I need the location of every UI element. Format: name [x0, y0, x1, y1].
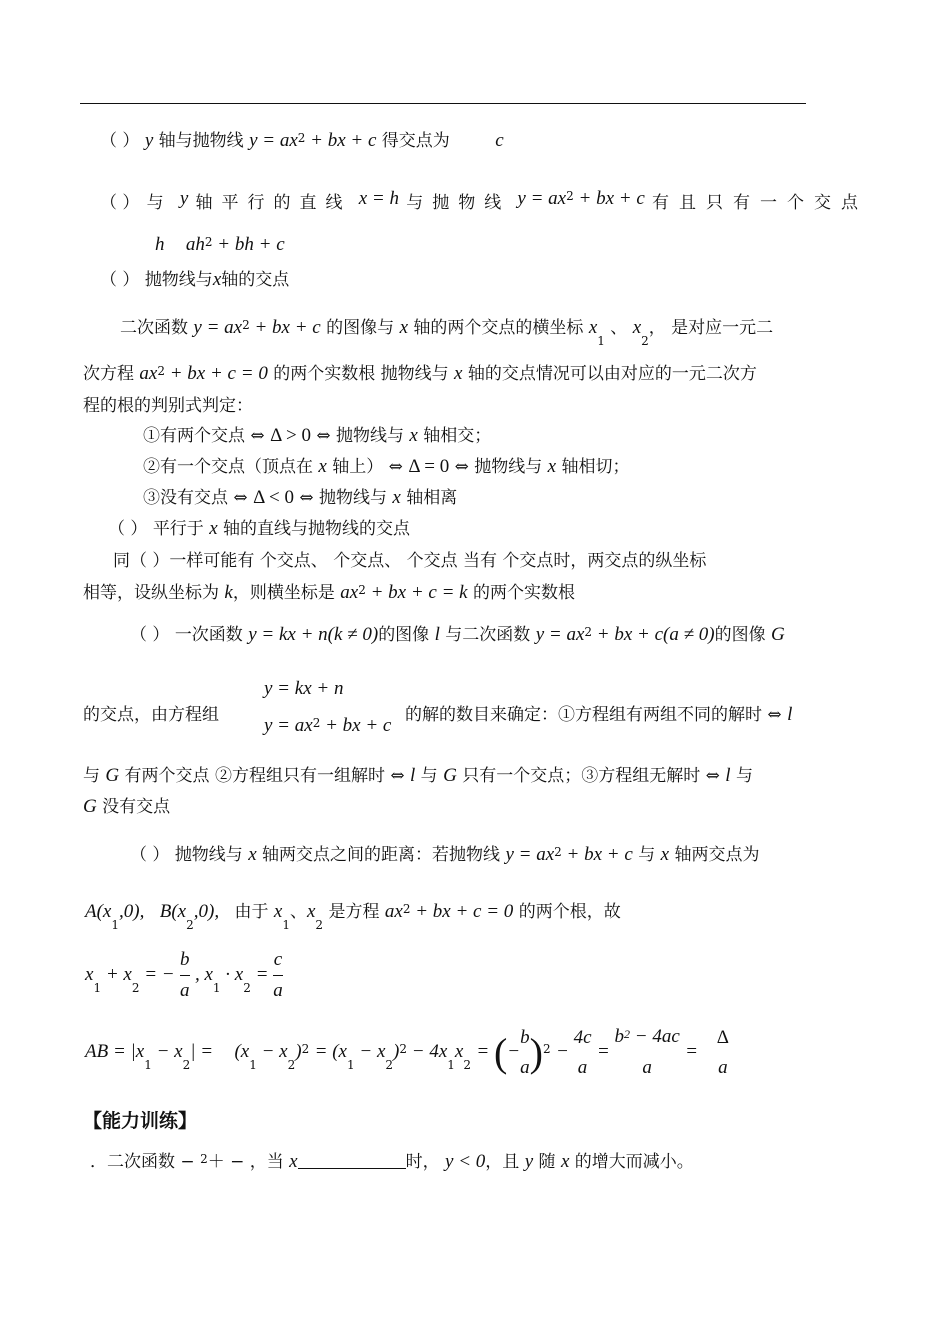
paragraph-quadratic-roots-3: 程的根的判别式判定： — [83, 396, 253, 416]
answer-blank[interactable] — [298, 1152, 406, 1169]
paragraph-quadratic-roots-2: 次方程 $ax^2$ + bx + c = 0 的两个实数根 抛物线与 x 轴的交点情况可以由对应的一元二次方 — [83, 363, 757, 384]
paragraph-system-cases-1: 与 G 有两个交点 ②方程组只有一组解时 ⇔ l 与 G 只有一个交点；③方程组无解时 ⇔ l 与 — [83, 765, 753, 786]
section-heading: 【能力训练】 — [83, 1110, 198, 1132]
paragraph-horizontal-line-2: 相等，设纵坐标为 k，则横坐标是 $ax^2$ + bx + c = k 的两个实数根 — [83, 582, 575, 603]
item-line-parallel-y: （ ） 与 y 轴平行的直线 x = h 与抛物线 $y = ax^2$ + bx + c 有且只有一个交点 — [100, 188, 868, 213]
paragraph-horizontal-line-1: 同（ ）一样可能有 个交点、 个交点、 个交点 当有 个交点时，两交点的纵坐标 — [113, 551, 707, 571]
paragraph-system-cases-2: G 没有交点 — [83, 796, 171, 817]
fraction-b-over-a: $\frac{b}{a}$ — [180, 945, 190, 1006]
question-1: ．二次函数 − $^2$＋ − ，当 x 时， y < 0，且 y 随 x 的增大而减小。 — [90, 1151, 694, 1172]
case-no-intersection: ③没有交点 ⇔ Δ < 0 ⇔ 抛物线与 x 轴相离 — [143, 487, 458, 508]
case-two-intersections: ①有两个交点 ⇔ Δ > 0 ⇔ 抛物线与 x 轴相交； — [143, 425, 492, 446]
fraction-4c-over-a: 4c a — [573, 1026, 592, 1078]
item-line-parallel-y-point: h $ah^2$ + bh + c — [155, 234, 285, 255]
header-rule — [80, 103, 806, 104]
item-horizontal-line-intersection: （ ） 平行于 x 轴的直线与抛物线的交点 — [108, 518, 411, 539]
vieta-formulas: $x_1 + x_2$ = − $\frac{b}{a}$ , $x_1 \cdot x_2$ = $\frac{c}{a}$ — [85, 945, 283, 1006]
case-one-intersection: ②有一个交点（顶点在 x 轴上） ⇔ Δ = 0 ⇔ 抛物线与 x 轴相切； — [143, 456, 630, 477]
item-intersection-distance: （ ） 抛物线与 x 轴两交点之间的距离：若抛物线 $y = ax^2$ + bx + c 与 x 轴两交点为 — [130, 844, 760, 865]
item-y-axis-intersection: （ ） y 轴与抛物线 $y = ax^2$ + bx + c 得交点为 c — [100, 130, 504, 151]
fraction-discriminant-over-a-squared: $b^2 - 4ac$ a — [614, 1026, 680, 1078]
equation-system-label: 的交点，由方程组 — [83, 705, 219, 725]
item-x-axis-intersection: （ ） 抛物线与x轴的交点 — [100, 269, 290, 290]
fraction-delta-over-a: Δ a — [716, 1026, 729, 1078]
item-marker: （ ） — [100, 131, 140, 151]
paragraph-quadratic-roots-1: 二次函数 $y = ax^2$ + bx + c 的图像与 x 轴的两个交点的横坐标 $x_1$ 、 $x_2$， 是对应一元二 — [120, 317, 774, 348]
equation-system-text: 的解的数目来确定：①方程组有两组不同的解时 ⇔ l — [405, 704, 793, 725]
fraction-c-over-a: $\frac{c}{a}$ — [273, 945, 283, 1006]
distance-formula: AB = $|x_1 - x_2| = (x_1 - x_2)^2 = (x_1 - x_2)^2 - 4x_1x_2$ = (− b a )$^2$ − 4c a = $b^2 - 4ac$ a = Δ a — [85, 1022, 729, 1083]
item-linear-quadratic-intersection: （ ） 一次函数 y = kx + n(k ≠ 0)的图像 l 与二次函数 $y = ax^2$ + bx + c(a ≠ 0)的图像 G — [130, 624, 785, 645]
equation-system-row-2: $y = ax^2$ + bx + c — [264, 715, 392, 736]
equation-system-row-1: y = kx + n — [264, 678, 344, 699]
paragraph-points-ab: $A(x_1,0)$, $B(x_2,0)$, 由于 $x_1$、$x_2$ 是方程 $ax^2$ + bx + c = 0 的两个根，故 — [85, 901, 621, 932]
fraction-b-over-a-squared: b a — [520, 1026, 530, 1078]
